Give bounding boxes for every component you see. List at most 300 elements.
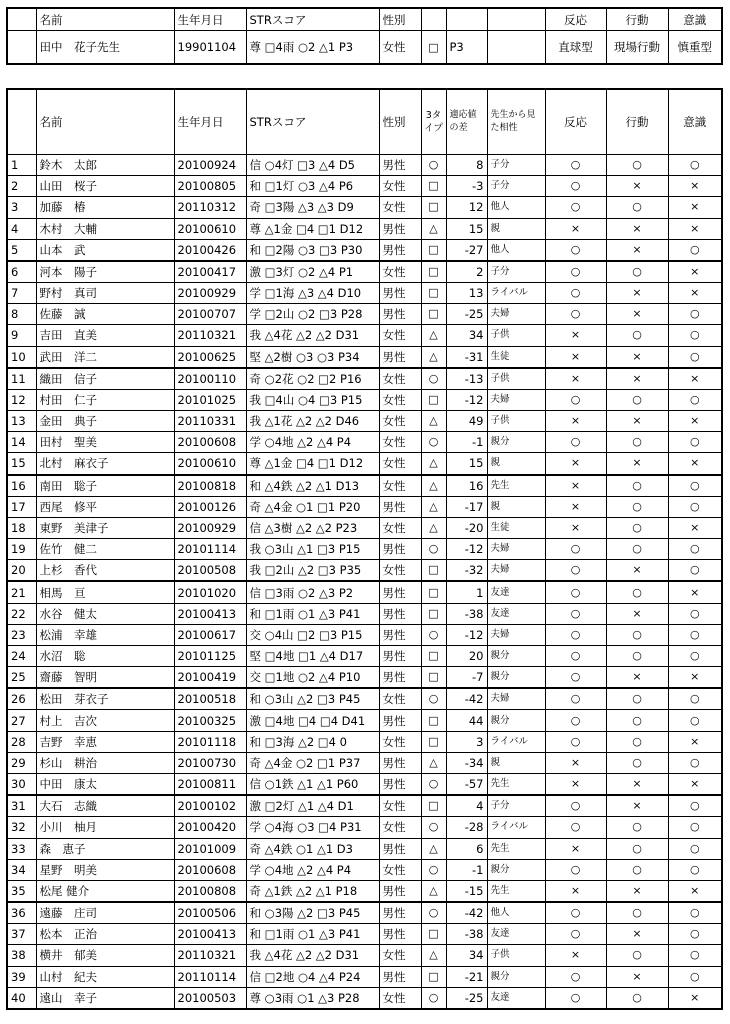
row-no: 22 <box>7 603 36 624</box>
row-no: 29 <box>7 752 36 773</box>
row-awareness: × <box>668 517 722 538</box>
row-birth: 20100126 <box>174 496 246 517</box>
row-diff: -31 <box>446 346 487 368</box>
row-diff: 15 <box>446 453 487 475</box>
row-diff: 34 <box>446 945 487 966</box>
row-action: ○ <box>606 496 668 517</box>
table-row <box>7 581 722 603</box>
row-str: 信 ○4灯 □3 △4 D5 <box>246 155 379 176</box>
row-str: 学 □1海 △3 △4 D10 <box>246 283 379 304</box>
row-str: 堅 □4地 □1 △4 D17 <box>246 645 379 666</box>
row-type: □ <box>421 560 446 582</box>
row-awareness: ○ <box>668 624 722 645</box>
row-type: ○ <box>421 902 446 924</box>
row-type: △ <box>421 496 446 517</box>
row-type: □ <box>421 645 446 666</box>
row-str: 学 ○4海 ○3 □4 P31 <box>246 817 379 838</box>
row-name: 相馬 亘 <box>36 581 174 603</box>
row-relation: 友達 <box>487 581 545 603</box>
row-reaction: ○ <box>545 645 606 666</box>
row-no: 26 <box>7 688 36 710</box>
row-awareness: ○ <box>668 795 722 817</box>
row-type: △ <box>421 475 446 497</box>
row-reaction: × <box>545 880 606 902</box>
row-diff: -42 <box>446 688 487 710</box>
row-action: ○ <box>606 945 668 966</box>
row-relation: 生徒 <box>487 517 545 538</box>
row-sex: 女性 <box>379 859 421 880</box>
row-diff: -28 <box>446 817 487 838</box>
table-row <box>7 945 722 966</box>
table-row <box>7 346 722 368</box>
row-no: 6 <box>7 261 36 283</box>
row-action: ○ <box>606 389 668 410</box>
row-str: 和 □1雨 ○1 △3 P41 <box>246 603 379 624</box>
col-birth: 生年月日 <box>174 89 246 155</box>
row-action: × <box>606 218 668 239</box>
row-sex: 女性 <box>379 987 421 1009</box>
teacher-header-row <box>7 8 722 31</box>
row-no: 30 <box>7 773 36 795</box>
row-action: × <box>606 795 668 817</box>
table-row <box>7 966 722 987</box>
row-reaction: ○ <box>545 261 606 283</box>
row-sex: 女性 <box>379 176 421 197</box>
row-sex: 女性 <box>379 411 421 432</box>
row-sex: 男性 <box>379 283 421 304</box>
row-type: ○ <box>421 155 446 176</box>
col-no <box>7 89 36 155</box>
row-no: 34 <box>7 859 36 880</box>
table-row <box>7 817 722 838</box>
row-action: ○ <box>606 517 668 538</box>
row-str: 我 △4花 △2 △2 D31 <box>246 325 379 346</box>
row-diff: -1 <box>446 432 487 453</box>
row-diff: 20 <box>446 645 487 666</box>
row-diff: -38 <box>446 924 487 945</box>
row-awareness: ○ <box>668 902 722 924</box>
row-type: ○ <box>421 368 446 390</box>
row-type: □ <box>421 710 446 731</box>
row-awareness: ○ <box>668 838 722 859</box>
row-awareness: ○ <box>668 688 722 710</box>
row-diff: -12 <box>446 539 487 560</box>
row-awareness: × <box>668 987 722 1009</box>
row-reaction: ○ <box>545 817 606 838</box>
row-diff: 1 <box>446 581 487 603</box>
row-relation: 親分 <box>487 966 545 987</box>
row-relation: 他人 <box>487 197 545 218</box>
row-birth: 20100610 <box>174 453 246 475</box>
row-action: ○ <box>606 475 668 497</box>
row-relation: 他人 <box>487 902 545 924</box>
table-row <box>7 560 722 582</box>
row-action: × <box>606 667 668 689</box>
row-name: 村上 吉次 <box>36 710 174 731</box>
row-birth: 20100808 <box>174 880 246 902</box>
row-relation: 子分 <box>487 155 545 176</box>
row-action: × <box>606 283 668 304</box>
row-str: 我 △4花 △2 △2 D31 <box>246 945 379 966</box>
table-row <box>7 411 722 432</box>
row-awareness: × <box>668 731 722 752</box>
row-sex: 女性 <box>379 325 421 346</box>
row-name: 吉田 直美 <box>36 325 174 346</box>
row-type: □ <box>421 795 446 817</box>
row-diff: -17 <box>446 496 487 517</box>
row-action: × <box>606 368 668 390</box>
row-action: ○ <box>606 817 668 838</box>
row-str: 和 ○3陽 △2 □3 P45 <box>246 902 379 924</box>
row-no: 31 <box>7 795 36 817</box>
row-sex: 女性 <box>379 197 421 218</box>
row-name: 加藤 椿 <box>36 197 174 218</box>
row-birth: 20100102 <box>174 795 246 817</box>
table-row <box>7 688 722 710</box>
table-row <box>7 304 722 325</box>
row-sex: 男性 <box>379 773 421 795</box>
row-sex: 男性 <box>379 924 421 945</box>
table-row <box>7 218 722 239</box>
row-type: □ <box>421 966 446 987</box>
row-birth: 20100818 <box>174 475 246 497</box>
row-sex: 男性 <box>379 304 421 325</box>
teacher-reaction: 直球型 <box>545 31 606 65</box>
row-diff: 15 <box>446 218 487 239</box>
row-sex: 男性 <box>379 752 421 773</box>
row-type: ○ <box>421 688 446 710</box>
row-reaction: ○ <box>545 667 606 689</box>
row-reaction: × <box>545 453 606 475</box>
row-relation: 親 <box>487 752 545 773</box>
row-str: 和 □1雨 ○1 △3 P41 <box>246 924 379 945</box>
row-name: 山本 武 <box>36 239 174 261</box>
row-action: × <box>606 411 668 432</box>
row-birth: 20101114 <box>174 539 246 560</box>
row-diff: -1 <box>446 859 487 880</box>
row-name: 南田 聡子 <box>36 475 174 497</box>
row-str: 尊 △1金 □4 □1 D12 <box>246 218 379 239</box>
row-reaction: ○ <box>545 283 606 304</box>
row-awareness: × <box>668 667 722 689</box>
row-sex: 女性 <box>379 560 421 582</box>
row-awareness: ○ <box>668 539 722 560</box>
teacher-table <box>6 7 723 65</box>
table-row <box>7 197 722 218</box>
row-name: 松本 正治 <box>36 924 174 945</box>
row-diff: 13 <box>446 283 487 304</box>
table-row <box>7 432 722 453</box>
row-sex: 男性 <box>379 603 421 624</box>
row-reaction: ○ <box>545 581 606 603</box>
row-reaction: × <box>545 218 606 239</box>
row-birth: 20100413 <box>174 924 246 945</box>
row-birth: 20101020 <box>174 581 246 603</box>
row-birth: 20100325 <box>174 710 246 731</box>
row-action: ○ <box>606 710 668 731</box>
row-relation: 夫婦 <box>487 389 545 410</box>
row-diff: 44 <box>446 710 487 731</box>
row-relation: 子分 <box>487 261 545 283</box>
row-birth: 20100617 <box>174 624 246 645</box>
student-table <box>6 88 723 1010</box>
row-diff: -20 <box>446 517 487 538</box>
row-birth: 20100413 <box>174 603 246 624</box>
row-diff: -7 <box>446 667 487 689</box>
row-sex: 女性 <box>379 731 421 752</box>
row-no: 33 <box>7 838 36 859</box>
row-str: 激 □3灯 ○2 △4 P1 <box>246 261 379 283</box>
row-relation: 友達 <box>487 987 545 1009</box>
row-birth: 20100707 <box>174 304 246 325</box>
row-type: ○ <box>421 817 446 838</box>
row-name: 佐竹 健二 <box>36 539 174 560</box>
table-row <box>7 603 722 624</box>
row-reaction: ○ <box>545 176 606 197</box>
row-action: × <box>606 966 668 987</box>
row-action: ○ <box>606 688 668 710</box>
row-reaction: ○ <box>545 710 606 731</box>
row-birth: 20101009 <box>174 838 246 859</box>
row-relation: 親 <box>487 218 545 239</box>
row-no: 1 <box>7 155 36 176</box>
row-reaction: × <box>545 411 606 432</box>
row-name: 東野 美津子 <box>36 517 174 538</box>
row-str: 信 □2地 ○4 △4 P24 <box>246 966 379 987</box>
row-name: 松田 芽衣子 <box>36 688 174 710</box>
row-action: ○ <box>606 581 668 603</box>
row-reaction: × <box>545 325 606 346</box>
row-no: 18 <box>7 517 36 538</box>
row-relation: 子分 <box>487 176 545 197</box>
row-str: 尊 △1金 □4 □1 D12 <box>246 453 379 475</box>
row-type: □ <box>421 924 446 945</box>
row-sex: 女性 <box>379 432 421 453</box>
row-reaction: × <box>545 475 606 497</box>
row-no: 35 <box>7 880 36 902</box>
row-diff: -25 <box>446 304 487 325</box>
row-no: 14 <box>7 432 36 453</box>
row-awareness: × <box>668 261 722 283</box>
row-diff: -15 <box>446 880 487 902</box>
row-relation: 先生 <box>487 838 545 859</box>
row-birth: 20100730 <box>174 752 246 773</box>
row-sex: 男性 <box>379 966 421 987</box>
row-name: 横井 郁美 <box>36 945 174 966</box>
table-row <box>7 773 722 795</box>
row-no: 23 <box>7 624 36 645</box>
header-birth: 生年月日 <box>174 8 246 31</box>
row-awareness: ○ <box>668 752 722 773</box>
row-action: × <box>606 773 668 795</box>
row-name: 遠山 幸子 <box>36 987 174 1009</box>
row-awareness: ○ <box>668 325 722 346</box>
row-birth: 20100506 <box>174 902 246 924</box>
row-diff: 16 <box>446 475 487 497</box>
row-action: ○ <box>606 325 668 346</box>
row-relation: 夫婦 <box>487 624 545 645</box>
header-blank-2 <box>446 8 487 31</box>
row-relation: 子分 <box>487 795 545 817</box>
row-name: 村田 仁子 <box>36 389 174 410</box>
teacher-no <box>7 31 36 65</box>
row-awareness: × <box>668 218 722 239</box>
row-type: □ <box>421 283 446 304</box>
row-relation: 親分 <box>487 710 545 731</box>
row-reaction: × <box>545 773 606 795</box>
row-str: 和 □1灯 ○3 △4 P6 <box>246 176 379 197</box>
row-str: 和 ○3山 △2 □3 P45 <box>246 688 379 710</box>
row-str: 交 ○4山 □2 □3 P15 <box>246 624 379 645</box>
row-action: ○ <box>606 987 668 1009</box>
row-birth: 20100420 <box>174 817 246 838</box>
row-name: 星野 明美 <box>36 859 174 880</box>
header-reaction: 反応 <box>545 8 606 31</box>
table-row <box>7 155 722 176</box>
row-action: ○ <box>606 197 668 218</box>
teacher-awareness: 慎重型 <box>668 31 722 65</box>
row-birth: 20110114 <box>174 966 246 987</box>
table-row <box>7 496 722 517</box>
row-awareness: ○ <box>668 155 722 176</box>
row-name: 北村 麻衣子 <box>36 453 174 475</box>
row-str: 学 ○4地 △2 △4 P4 <box>246 859 379 880</box>
row-str: 奇 △4金 ○1 □1 P20 <box>246 496 379 517</box>
table-row <box>7 539 722 560</box>
row-str: 尊 ○3雨 ○1 △3 P28 <box>246 987 379 1009</box>
row-type: ○ <box>421 859 446 880</box>
row-name: 佐藤 誠 <box>36 304 174 325</box>
row-awareness: × <box>668 283 722 304</box>
row-relation: 夫婦 <box>487 304 545 325</box>
row-awareness: ○ <box>668 239 722 261</box>
row-sex: 男性 <box>379 581 421 603</box>
row-type: □ <box>421 389 446 410</box>
row-str: 学 □2山 ○2 □3 P28 <box>246 304 379 325</box>
row-sex: 男性 <box>379 880 421 902</box>
row-reaction: ○ <box>545 987 606 1009</box>
row-type: △ <box>421 838 446 859</box>
row-no: 15 <box>7 453 36 475</box>
row-no: 20 <box>7 560 36 582</box>
row-reaction: ○ <box>545 624 606 645</box>
row-name: 織田 信子 <box>36 368 174 390</box>
row-reaction: × <box>545 945 606 966</box>
row-reaction: ○ <box>545 731 606 752</box>
table-row <box>7 880 722 902</box>
row-awareness: ○ <box>668 475 722 497</box>
row-relation: 親分 <box>487 645 545 666</box>
row-relation: ライバル <box>487 283 545 304</box>
row-sex: 女性 <box>379 688 421 710</box>
row-type: △ <box>421 752 446 773</box>
row-type: ○ <box>421 773 446 795</box>
row-name: 水谷 健太 <box>36 603 174 624</box>
row-diff: -27 <box>446 239 487 261</box>
row-name: 山田 桜子 <box>36 176 174 197</box>
col-reaction: 反応 <box>545 89 606 155</box>
row-type: ○ <box>421 987 446 1009</box>
row-awareness: ○ <box>668 432 722 453</box>
row-relation: ライバル <box>487 817 545 838</box>
row-sex: 男性 <box>379 155 421 176</box>
row-birth: 20100426 <box>174 239 246 261</box>
table-row <box>7 389 722 410</box>
row-type: ○ <box>421 539 446 560</box>
row-name: 松尾 健介 <box>36 880 174 902</box>
row-name: 河本 陽子 <box>36 261 174 283</box>
row-birth: 20101125 <box>174 645 246 666</box>
table-row <box>7 475 722 497</box>
row-sex: 女性 <box>379 945 421 966</box>
teacher-sex: 女性 <box>379 31 421 65</box>
row-relation: 先生 <box>487 773 545 795</box>
row-type: □ <box>421 603 446 624</box>
row-name: 山村 紀夫 <box>36 966 174 987</box>
row-str: 激 □4地 □4 □4 D41 <box>246 710 379 731</box>
col-awareness: 意識 <box>668 89 722 155</box>
row-reaction: ○ <box>545 966 606 987</box>
row-action: ○ <box>606 645 668 666</box>
row-str: 和 □3海 △2 □4 0 <box>246 731 379 752</box>
row-no: 21 <box>7 581 36 603</box>
row-sex: 男性 <box>379 218 421 239</box>
row-diff: 3 <box>446 731 487 752</box>
row-str: 我 □2山 △2 □3 P35 <box>246 560 379 582</box>
row-action: × <box>606 880 668 902</box>
row-action: ○ <box>606 859 668 880</box>
teacher-str: 尊 □4雨 ○2 △1 P3 <box>246 31 379 65</box>
row-relation: 先生 <box>487 880 545 902</box>
row-awareness: ○ <box>668 817 722 838</box>
row-diff: -57 <box>446 773 487 795</box>
row-type: □ <box>421 667 446 689</box>
row-sex: 男性 <box>379 496 421 517</box>
row-diff: 4 <box>446 795 487 817</box>
row-awareness: ○ <box>668 603 722 624</box>
row-diff: -42 <box>446 902 487 924</box>
row-action: ○ <box>606 624 668 645</box>
row-awareness: ○ <box>668 304 722 325</box>
row-str: 学 ○4地 △2 △4 P4 <box>246 432 379 453</box>
row-type: △ <box>421 346 446 368</box>
row-name: 齋藤 智明 <box>36 667 174 689</box>
header-no <box>7 8 36 31</box>
row-reaction: ○ <box>545 304 606 325</box>
row-relation: 子供 <box>487 368 545 390</box>
row-action: × <box>606 176 668 197</box>
row-action: ○ <box>606 752 668 773</box>
row-no: 36 <box>7 902 36 924</box>
row-str: 我 △1花 △2 △2 D46 <box>246 411 379 432</box>
row-no: 37 <box>7 924 36 945</box>
row-name: 中田 康太 <box>36 773 174 795</box>
row-type: △ <box>421 411 446 432</box>
row-no: 9 <box>7 325 36 346</box>
row-str: 奇 ○2花 ○2 □2 P16 <box>246 368 379 390</box>
row-relation: 親分 <box>487 432 545 453</box>
row-sex: 男性 <box>379 667 421 689</box>
row-no: 27 <box>7 710 36 731</box>
row-reaction: ○ <box>545 539 606 560</box>
table-row <box>7 176 722 197</box>
header-blank-1 <box>421 8 446 31</box>
row-relation: 夫婦 <box>487 560 545 582</box>
row-birth: 20100518 <box>174 688 246 710</box>
row-diff: 49 <box>446 411 487 432</box>
row-type: □ <box>421 581 446 603</box>
row-name: 上杉 香代 <box>36 560 174 582</box>
